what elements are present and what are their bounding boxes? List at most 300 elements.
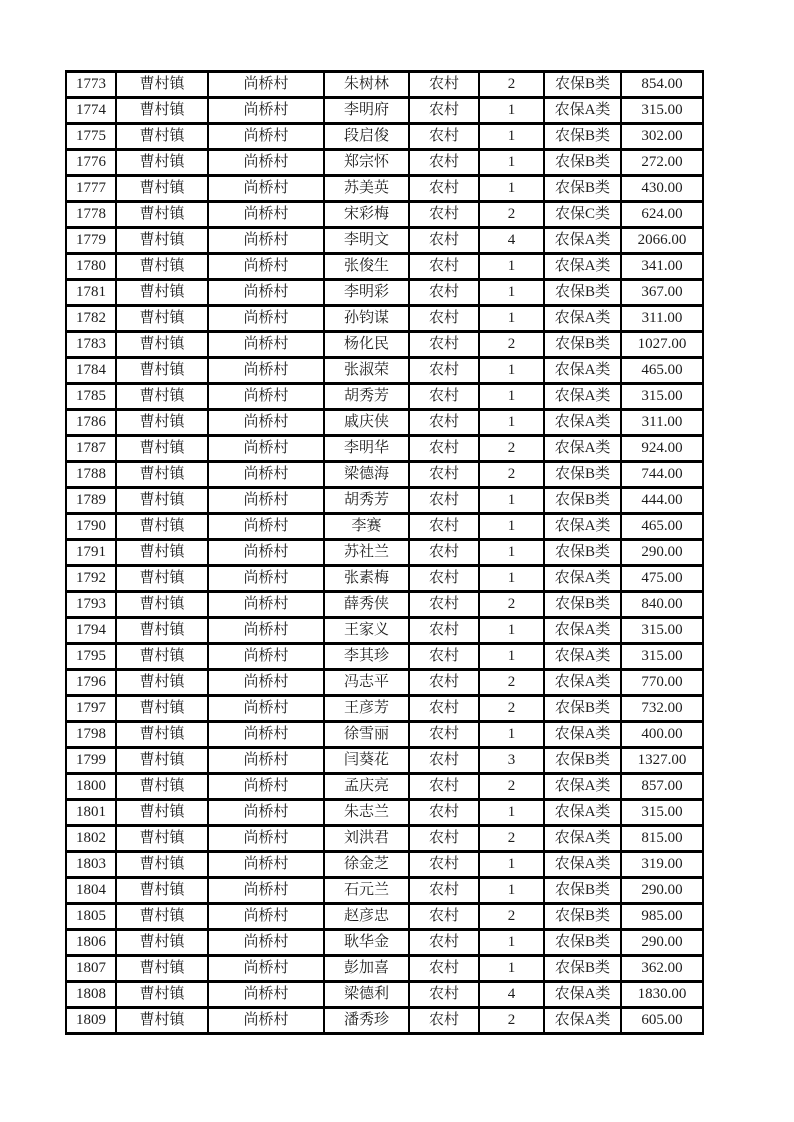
cell-insurance_category: 农保A类	[544, 98, 621, 124]
table-row	[66, 176, 703, 202]
cell-person_name: 冯志平	[324, 670, 409, 696]
cell-residence_type: 农村	[409, 254, 479, 280]
cell-residence_type: 农村	[409, 566, 479, 592]
table-row	[66, 722, 703, 748]
cell-count: 1	[479, 98, 544, 124]
cell-count: 1	[479, 150, 544, 176]
cell-insurance_category: 农保B类	[544, 280, 621, 306]
cell-person_name: 张淑荣	[324, 358, 409, 384]
cell-serial: 1792	[66, 566, 116, 592]
cell-insurance_category: 农保B类	[544, 878, 621, 904]
cell-insurance_category: 农保A类	[544, 1008, 621, 1034]
table-row	[66, 670, 703, 696]
cell-person_name: 王彦芳	[324, 696, 409, 722]
cell-residence_type: 农村	[409, 852, 479, 878]
cell-village: 尚桥村	[208, 254, 324, 280]
table-row	[66, 72, 703, 98]
cell-insurance_category: 农保A类	[544, 228, 621, 254]
cell-amount: 1027.00	[621, 332, 703, 358]
cell-village: 尚桥村	[208, 306, 324, 332]
cell-town: 曹村镇	[116, 852, 208, 878]
cell-amount: 770.00	[621, 670, 703, 696]
cell-serial: 1802	[66, 826, 116, 852]
table-row	[66, 228, 703, 254]
cell-village: 尚桥村	[208, 644, 324, 670]
cell-amount: 465.00	[621, 514, 703, 540]
cell-residence_type: 农村	[409, 670, 479, 696]
cell-village: 尚桥村	[208, 566, 324, 592]
cell-village: 尚桥村	[208, 774, 324, 800]
table-row	[66, 540, 703, 566]
cell-village: 尚桥村	[208, 436, 324, 462]
table-row	[66, 930, 703, 956]
cell-residence_type: 农村	[409, 228, 479, 254]
cell-person_name: 彭加喜	[324, 956, 409, 982]
cell-amount: 840.00	[621, 592, 703, 618]
cell-amount: 311.00	[621, 306, 703, 332]
cell-person_name: 刘洪君	[324, 826, 409, 852]
table-row	[66, 410, 703, 436]
cell-serial: 1774	[66, 98, 116, 124]
cell-insurance_category: 农保A类	[544, 254, 621, 280]
cell-town: 曹村镇	[116, 228, 208, 254]
cell-count: 1	[479, 800, 544, 826]
cell-village: 尚桥村	[208, 514, 324, 540]
cell-amount: 430.00	[621, 176, 703, 202]
cell-count: 1	[479, 618, 544, 644]
cell-count: 1	[479, 930, 544, 956]
cell-count: 2	[479, 72, 544, 98]
table-row	[66, 462, 703, 488]
table-row	[66, 774, 703, 800]
cell-residence_type: 农村	[409, 98, 479, 124]
cell-insurance_category: 农保A类	[544, 358, 621, 384]
table-row	[66, 618, 703, 644]
cell-count: 1	[479, 124, 544, 150]
cell-person_name: 郑宗怀	[324, 150, 409, 176]
cell-town: 曹村镇	[116, 618, 208, 644]
cell-person_name: 段启俊	[324, 124, 409, 150]
cell-person_name: 胡秀芳	[324, 488, 409, 514]
cell-town: 曹村镇	[116, 514, 208, 540]
cell-count: 1	[479, 358, 544, 384]
cell-insurance_category: 农保A类	[544, 384, 621, 410]
cell-count: 1	[479, 410, 544, 436]
cell-insurance_category: 农保A类	[544, 410, 621, 436]
cell-town: 曹村镇	[116, 202, 208, 228]
cell-residence_type: 农村	[409, 1008, 479, 1034]
cell-insurance_category: 农保A类	[544, 436, 621, 462]
cell-count: 1	[479, 488, 544, 514]
cell-count: 1	[479, 956, 544, 982]
cell-serial: 1804	[66, 878, 116, 904]
cell-count: 2	[479, 202, 544, 228]
cell-village: 尚桥村	[208, 1008, 324, 1034]
cell-amount: 302.00	[621, 124, 703, 150]
cell-amount: 444.00	[621, 488, 703, 514]
cell-insurance_category: 农保A类	[544, 514, 621, 540]
cell-town: 曹村镇	[116, 696, 208, 722]
cell-serial: 1773	[66, 72, 116, 98]
cell-town: 曹村镇	[116, 332, 208, 358]
table-row	[66, 592, 703, 618]
cell-village: 尚桥村	[208, 540, 324, 566]
cell-residence_type: 农村	[409, 696, 479, 722]
cell-person_name: 徐金芝	[324, 852, 409, 878]
cell-town: 曹村镇	[116, 72, 208, 98]
cell-count: 1	[479, 878, 544, 904]
cell-amount: 2066.00	[621, 228, 703, 254]
cell-residence_type: 农村	[409, 410, 479, 436]
cell-serial: 1782	[66, 306, 116, 332]
cell-count: 3	[479, 748, 544, 774]
cell-village: 尚桥村	[208, 904, 324, 930]
cell-count: 2	[479, 592, 544, 618]
cell-village: 尚桥村	[208, 176, 324, 202]
cell-amount: 400.00	[621, 722, 703, 748]
table-row	[66, 306, 703, 332]
cell-serial: 1795	[66, 644, 116, 670]
cell-town: 曹村镇	[116, 124, 208, 150]
cell-serial: 1796	[66, 670, 116, 696]
cell-insurance_category: 农保B类	[544, 904, 621, 930]
table-row	[66, 254, 703, 280]
cell-person_name: 闫葵花	[324, 748, 409, 774]
cell-village: 尚桥村	[208, 670, 324, 696]
cell-village: 尚桥村	[208, 696, 324, 722]
cell-residence_type: 农村	[409, 358, 479, 384]
cell-town: 曹村镇	[116, 982, 208, 1008]
cell-serial: 1783	[66, 332, 116, 358]
table-row	[66, 748, 703, 774]
cell-count: 2	[479, 826, 544, 852]
cell-count: 1	[479, 280, 544, 306]
cell-serial: 1794	[66, 618, 116, 644]
cell-insurance_category: 农保B类	[544, 332, 621, 358]
cell-insurance_category: 农保B类	[544, 176, 621, 202]
cell-town: 曹村镇	[116, 904, 208, 930]
cell-person_name: 苏美英	[324, 176, 409, 202]
cell-insurance_category: 农保B类	[544, 150, 621, 176]
cell-serial: 1789	[66, 488, 116, 514]
cell-serial: 1785	[66, 384, 116, 410]
cell-village: 尚桥村	[208, 618, 324, 644]
cell-count: 2	[479, 332, 544, 358]
cell-amount: 924.00	[621, 436, 703, 462]
table-row	[66, 904, 703, 930]
cell-town: 曹村镇	[116, 254, 208, 280]
cell-serial: 1780	[66, 254, 116, 280]
cell-town: 曹村镇	[116, 436, 208, 462]
cell-town: 曹村镇	[116, 150, 208, 176]
cell-serial: 1776	[66, 150, 116, 176]
cell-village: 尚桥村	[208, 956, 324, 982]
table-row	[66, 852, 703, 878]
cell-town: 曹村镇	[116, 670, 208, 696]
cell-residence_type: 农村	[409, 488, 479, 514]
cell-serial: 1786	[66, 410, 116, 436]
cell-serial: 1797	[66, 696, 116, 722]
cell-count: 1	[479, 852, 544, 878]
table-row	[66, 436, 703, 462]
cell-person_name: 孙钧谋	[324, 306, 409, 332]
cell-insurance_category: 农保B类	[544, 72, 621, 98]
cell-count: 2	[479, 1008, 544, 1034]
cell-count: 2	[479, 696, 544, 722]
cell-insurance_category: 农保A类	[544, 722, 621, 748]
cell-village: 尚桥村	[208, 280, 324, 306]
cell-amount: 315.00	[621, 800, 703, 826]
table-row	[66, 384, 703, 410]
cell-insurance_category: 农保C类	[544, 202, 621, 228]
cell-count: 1	[479, 384, 544, 410]
cell-amount: 857.00	[621, 774, 703, 800]
cell-town: 曹村镇	[116, 826, 208, 852]
table-row	[66, 566, 703, 592]
cell-village: 尚桥村	[208, 98, 324, 124]
cell-person_name: 李其珍	[324, 644, 409, 670]
table-row	[66, 124, 703, 150]
cell-insurance_category: 农保B类	[544, 124, 621, 150]
table-row	[66, 358, 703, 384]
cell-village: 尚桥村	[208, 462, 324, 488]
cell-amount: 854.00	[621, 72, 703, 98]
cell-village: 尚桥村	[208, 124, 324, 150]
cell-residence_type: 农村	[409, 618, 479, 644]
cell-count: 1	[479, 644, 544, 670]
cell-amount: 315.00	[621, 98, 703, 124]
cell-amount: 985.00	[621, 904, 703, 930]
cell-serial: 1778	[66, 202, 116, 228]
cell-serial: 1803	[66, 852, 116, 878]
cell-person_name: 梁德海	[324, 462, 409, 488]
cell-serial: 1779	[66, 228, 116, 254]
subsidy-table	[65, 70, 704, 1035]
cell-serial: 1798	[66, 722, 116, 748]
cell-serial: 1806	[66, 930, 116, 956]
cell-insurance_category: 农保B类	[544, 696, 621, 722]
cell-serial: 1790	[66, 514, 116, 540]
cell-insurance_category: 农保A类	[544, 566, 621, 592]
cell-insurance_category: 农保A类	[544, 852, 621, 878]
cell-village: 尚桥村	[208, 228, 324, 254]
cell-town: 曹村镇	[116, 384, 208, 410]
cell-town: 曹村镇	[116, 878, 208, 904]
cell-insurance_category: 农保A类	[544, 774, 621, 800]
cell-insurance_category: 农保A类	[544, 800, 621, 826]
cell-person_name: 张俊生	[324, 254, 409, 280]
cell-count: 1	[479, 514, 544, 540]
cell-town: 曹村镇	[116, 488, 208, 514]
cell-town: 曹村镇	[116, 176, 208, 202]
cell-town: 曹村镇	[116, 566, 208, 592]
cell-village: 尚桥村	[208, 852, 324, 878]
cell-person_name: 李明华	[324, 436, 409, 462]
cell-amount: 732.00	[621, 696, 703, 722]
cell-town: 曹村镇	[116, 410, 208, 436]
cell-village: 尚桥村	[208, 982, 324, 1008]
cell-residence_type: 农村	[409, 124, 479, 150]
cell-amount: 605.00	[621, 1008, 703, 1034]
cell-town: 曹村镇	[116, 540, 208, 566]
cell-town: 曹村镇	[116, 358, 208, 384]
cell-residence_type: 农村	[409, 72, 479, 98]
cell-serial: 1791	[66, 540, 116, 566]
cell-count: 1	[479, 566, 544, 592]
cell-insurance_category: 农保B类	[544, 462, 621, 488]
cell-serial: 1807	[66, 956, 116, 982]
cell-amount: 1830.00	[621, 982, 703, 1008]
cell-count: 2	[479, 904, 544, 930]
cell-town: 曹村镇	[116, 592, 208, 618]
cell-village: 尚桥村	[208, 722, 324, 748]
cell-village: 尚桥村	[208, 488, 324, 514]
cell-residence_type: 农村	[409, 462, 479, 488]
cell-residence_type: 农村	[409, 540, 479, 566]
cell-insurance_category: 农保A类	[544, 670, 621, 696]
cell-residence_type: 农村	[409, 592, 479, 618]
cell-count: 4	[479, 982, 544, 1008]
cell-person_name: 宋彩梅	[324, 202, 409, 228]
cell-town: 曹村镇	[116, 306, 208, 332]
table-row	[66, 696, 703, 722]
cell-count: 1	[479, 306, 544, 332]
cell-count: 1	[479, 722, 544, 748]
cell-person_name: 赵彦忠	[324, 904, 409, 930]
cell-residence_type: 农村	[409, 332, 479, 358]
cell-count: 2	[479, 670, 544, 696]
cell-town: 曹村镇	[116, 722, 208, 748]
cell-serial: 1808	[66, 982, 116, 1008]
cell-serial: 1801	[66, 800, 116, 826]
cell-town: 曹村镇	[116, 98, 208, 124]
cell-village: 尚桥村	[208, 72, 324, 98]
cell-amount: 341.00	[621, 254, 703, 280]
cell-town: 曹村镇	[116, 800, 208, 826]
cell-person_name: 李明府	[324, 98, 409, 124]
cell-residence_type: 农村	[409, 800, 479, 826]
cell-town: 曹村镇	[116, 930, 208, 956]
cell-residence_type: 农村	[409, 982, 479, 1008]
cell-village: 尚桥村	[208, 826, 324, 852]
cell-count: 1	[479, 176, 544, 202]
cell-amount: 624.00	[621, 202, 703, 228]
cell-count: 1	[479, 254, 544, 280]
cell-amount: 315.00	[621, 644, 703, 670]
cell-serial: 1799	[66, 748, 116, 774]
cell-village: 尚桥村	[208, 410, 324, 436]
cell-count: 2	[479, 436, 544, 462]
table-row	[66, 202, 703, 228]
cell-village: 尚桥村	[208, 150, 324, 176]
cell-serial: 1800	[66, 774, 116, 800]
cell-village: 尚桥村	[208, 930, 324, 956]
cell-insurance_category: 农保B类	[544, 748, 621, 774]
cell-amount: 315.00	[621, 618, 703, 644]
cell-person_name: 王家义	[324, 618, 409, 644]
cell-insurance_category: 农保B类	[544, 540, 621, 566]
table-body	[66, 72, 703, 1034]
cell-person_name: 李赛	[324, 514, 409, 540]
cell-amount: 290.00	[621, 878, 703, 904]
table-row	[66, 1008, 703, 1034]
cell-insurance_category: 农保A类	[544, 826, 621, 852]
cell-person_name: 石元兰	[324, 878, 409, 904]
cell-residence_type: 农村	[409, 878, 479, 904]
cell-residence_type: 农村	[409, 202, 479, 228]
cell-serial: 1805	[66, 904, 116, 930]
cell-village: 尚桥村	[208, 384, 324, 410]
cell-residence_type: 农村	[409, 956, 479, 982]
cell-count: 1	[479, 540, 544, 566]
cell-person_name: 潘秀珍	[324, 1008, 409, 1034]
cell-person_name: 朱志兰	[324, 800, 409, 826]
cell-amount: 315.00	[621, 384, 703, 410]
cell-insurance_category: 农保A类	[544, 618, 621, 644]
cell-residence_type: 农村	[409, 176, 479, 202]
cell-amount: 367.00	[621, 280, 703, 306]
cell-insurance_category: 农保A类	[544, 982, 621, 1008]
cell-person_name: 李明文	[324, 228, 409, 254]
cell-person_name: 杨化民	[324, 332, 409, 358]
cell-person_name: 薛秀侠	[324, 592, 409, 618]
cell-serial: 1809	[66, 1008, 116, 1034]
table-row	[66, 826, 703, 852]
cell-amount: 319.00	[621, 852, 703, 878]
cell-serial: 1775	[66, 124, 116, 150]
cell-village: 尚桥村	[208, 592, 324, 618]
cell-insurance_category: 农保B类	[544, 956, 621, 982]
cell-residence_type: 农村	[409, 436, 479, 462]
cell-town: 曹村镇	[116, 280, 208, 306]
table-row	[66, 514, 703, 540]
cell-amount: 465.00	[621, 358, 703, 384]
cell-village: 尚桥村	[208, 800, 324, 826]
cell-person_name: 孟庆亮	[324, 774, 409, 800]
cell-residence_type: 农村	[409, 722, 479, 748]
cell-village: 尚桥村	[208, 358, 324, 384]
cell-amount: 311.00	[621, 410, 703, 436]
cell-insurance_category: 农保B类	[544, 592, 621, 618]
cell-village: 尚桥村	[208, 202, 324, 228]
table-row	[66, 488, 703, 514]
cell-person_name: 戚庆侠	[324, 410, 409, 436]
cell-insurance_category: 农保A类	[544, 644, 621, 670]
cell-count: 4	[479, 228, 544, 254]
cell-town: 曹村镇	[116, 774, 208, 800]
table-row	[66, 644, 703, 670]
cell-insurance_category: 农保B类	[544, 930, 621, 956]
cell-person_name: 耿华金	[324, 930, 409, 956]
cell-person_name: 朱树林	[324, 72, 409, 98]
cell-person_name: 张素梅	[324, 566, 409, 592]
cell-insurance_category: 农保A类	[544, 306, 621, 332]
cell-town: 曹村镇	[116, 748, 208, 774]
table-row	[66, 98, 703, 124]
cell-residence_type: 农村	[409, 384, 479, 410]
cell-amount: 290.00	[621, 540, 703, 566]
cell-residence_type: 农村	[409, 904, 479, 930]
cell-person_name: 徐雪丽	[324, 722, 409, 748]
cell-town: 曹村镇	[116, 956, 208, 982]
cell-amount: 815.00	[621, 826, 703, 852]
cell-residence_type: 农村	[409, 930, 479, 956]
cell-town: 曹村镇	[116, 1008, 208, 1034]
cell-count: 2	[479, 462, 544, 488]
cell-person_name: 苏社兰	[324, 540, 409, 566]
cell-serial: 1781	[66, 280, 116, 306]
table-row	[66, 150, 703, 176]
